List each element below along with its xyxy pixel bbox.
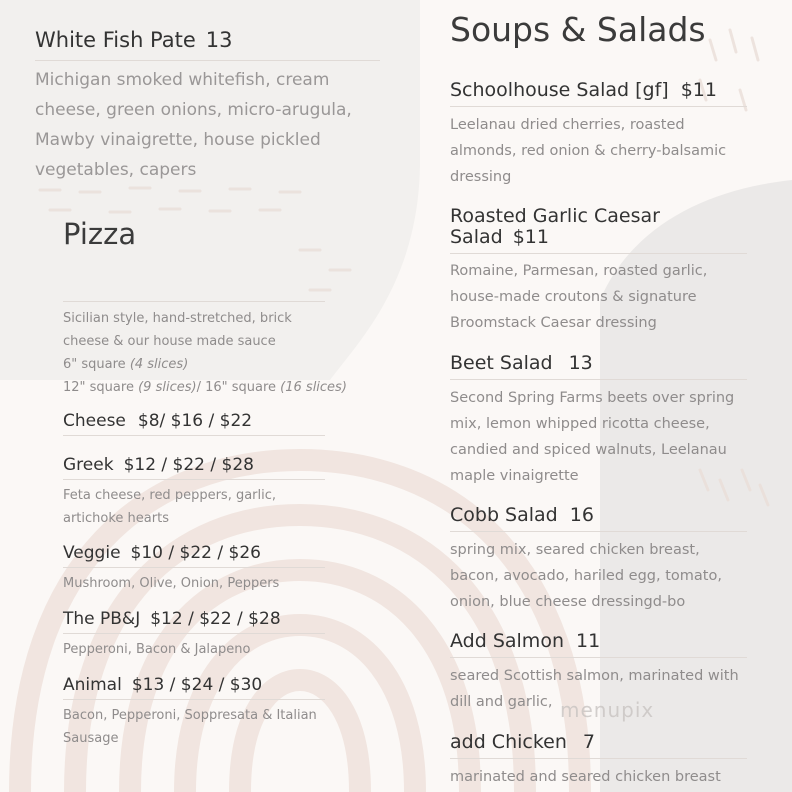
pizza-section-title: Pizza	[63, 217, 137, 251]
description-line: Mawby vinaigrette, house pickled	[35, 130, 321, 150]
salmon-description: seared Scottish salmon, marinated with dill and garlic,	[450, 668, 739, 710]
divider	[63, 567, 325, 568]
dish-name: Greek	[63, 455, 114, 475]
divider	[450, 758, 747, 759]
dish-name: Veggie	[63, 543, 121, 563]
greek-description: Feta cheese, red peppers, garlic, artichoke hearts	[63, 488, 277, 526]
description-line: vegetables, capers	[35, 160, 197, 180]
size-line-12-16: 12" square (9 slices)/ 16" square (16 slices)	[63, 380, 347, 395]
whitefish-pate-description	[35, 65, 352, 185]
whitefish-pate-heading	[35, 28, 233, 52]
intro-line: Sicilian style, hand-stretched, brick	[63, 311, 292, 326]
salad-item-beet	[450, 352, 593, 374]
divider	[450, 531, 747, 532]
divider	[63, 699, 325, 700]
dish-price: 7	[582, 731, 595, 753]
divider	[63, 301, 325, 302]
pizza-item-animal	[63, 675, 262, 695]
addon-chicken	[450, 731, 595, 753]
dish-price: 16	[569, 504, 594, 526]
divider	[35, 60, 380, 61]
cobb-description: spring mix, seared chicken breast, bacon, avocado, hariled egg, tomato, onion, blue cheese dressingd-bo	[450, 542, 722, 610]
pizza-item-greek	[63, 455, 254, 475]
intro-line: cheese & our house made sauce	[63, 334, 276, 349]
dish-price: $12 / $22 / $28	[123, 455, 254, 475]
dish-price: $13 / $24 / $30	[131, 675, 263, 695]
dish-name: Cheese	[63, 411, 126, 431]
dish-name-line1: Roasted Garlic Caesar	[450, 205, 660, 227]
dish-price: 11	[575, 630, 601, 652]
divider	[450, 106, 747, 107]
pizza-intro	[63, 307, 347, 399]
dish-price: $8/ $16 / $22	[137, 411, 253, 431]
chicken-description: marinated and seared chicken breast	[450, 769, 721, 785]
divider	[450, 379, 747, 380]
divider	[63, 479, 325, 480]
menupix-watermark: menupix	[560, 698, 655, 722]
dish-name: White Fish Pate	[35, 28, 196, 52]
dish-price: $11	[512, 226, 549, 248]
dish-name: Add Salmon	[450, 630, 564, 652]
dish-name: Schoolhouse Salad [gf]	[450, 79, 669, 101]
dish-price: 13	[205, 28, 233, 52]
divider	[450, 253, 747, 254]
addon-salmon	[450, 630, 600, 652]
salad-item-caesar	[450, 206, 660, 248]
dish-price: 13	[568, 352, 593, 374]
salad-item-schoolhouse	[450, 79, 717, 101]
divider	[450, 657, 747, 658]
dish-price: $10 / $22 / $26	[130, 543, 261, 563]
pizza-item-pbj	[63, 609, 281, 629]
dish-name: Animal	[63, 675, 122, 695]
divider	[63, 435, 325, 436]
veggie-description: Mushroom, Olive, Onion, Peppers	[63, 576, 280, 591]
dish-name: Cobb Salad	[450, 504, 558, 526]
soups-salads-title: Soups & Salads	[450, 10, 706, 49]
divider	[63, 633, 325, 634]
pizza-item-veggie	[63, 543, 261, 563]
animal-description: Bacon, Pepperoni, Soppresata & Italian Sausage	[63, 708, 317, 746]
beet-description: Second Spring Farms beets over spring mix, lemon whipped ricotta cheese, candied and spiced walnuts, Leelanau maple vinaigrette	[450, 390, 735, 484]
pbj-description: Pepperoni, Bacon & Jalapeno	[63, 642, 251, 657]
dish-name: The PB&J	[63, 609, 141, 629]
dish-price: $11	[680, 79, 717, 101]
dish-name: Beet Salad	[450, 352, 553, 374]
salad-item-cobb	[450, 504, 594, 526]
description-line: Michigan smoked whitefish, cream	[35, 70, 330, 90]
dish-name: add Chicken	[450, 731, 567, 753]
size-line-6: 6" square (4 slices)	[63, 357, 189, 372]
pizza-item-cheese	[63, 411, 252, 431]
schoolhouse-description: Leelanau dried cherries, roasted almonds, red onion & cherry-balsamic dressing	[450, 117, 727, 185]
description-line: cheese, green onions, micro-arugula,	[35, 100, 352, 120]
dish-price: $12 / $22 / $28	[150, 609, 281, 629]
caesar-description: Romaine, Parmesan, roasted garlic, house-made croutons & signature Broomstack Caesar dressing	[450, 263, 708, 331]
dish-name-line2: Salad	[450, 226, 503, 248]
